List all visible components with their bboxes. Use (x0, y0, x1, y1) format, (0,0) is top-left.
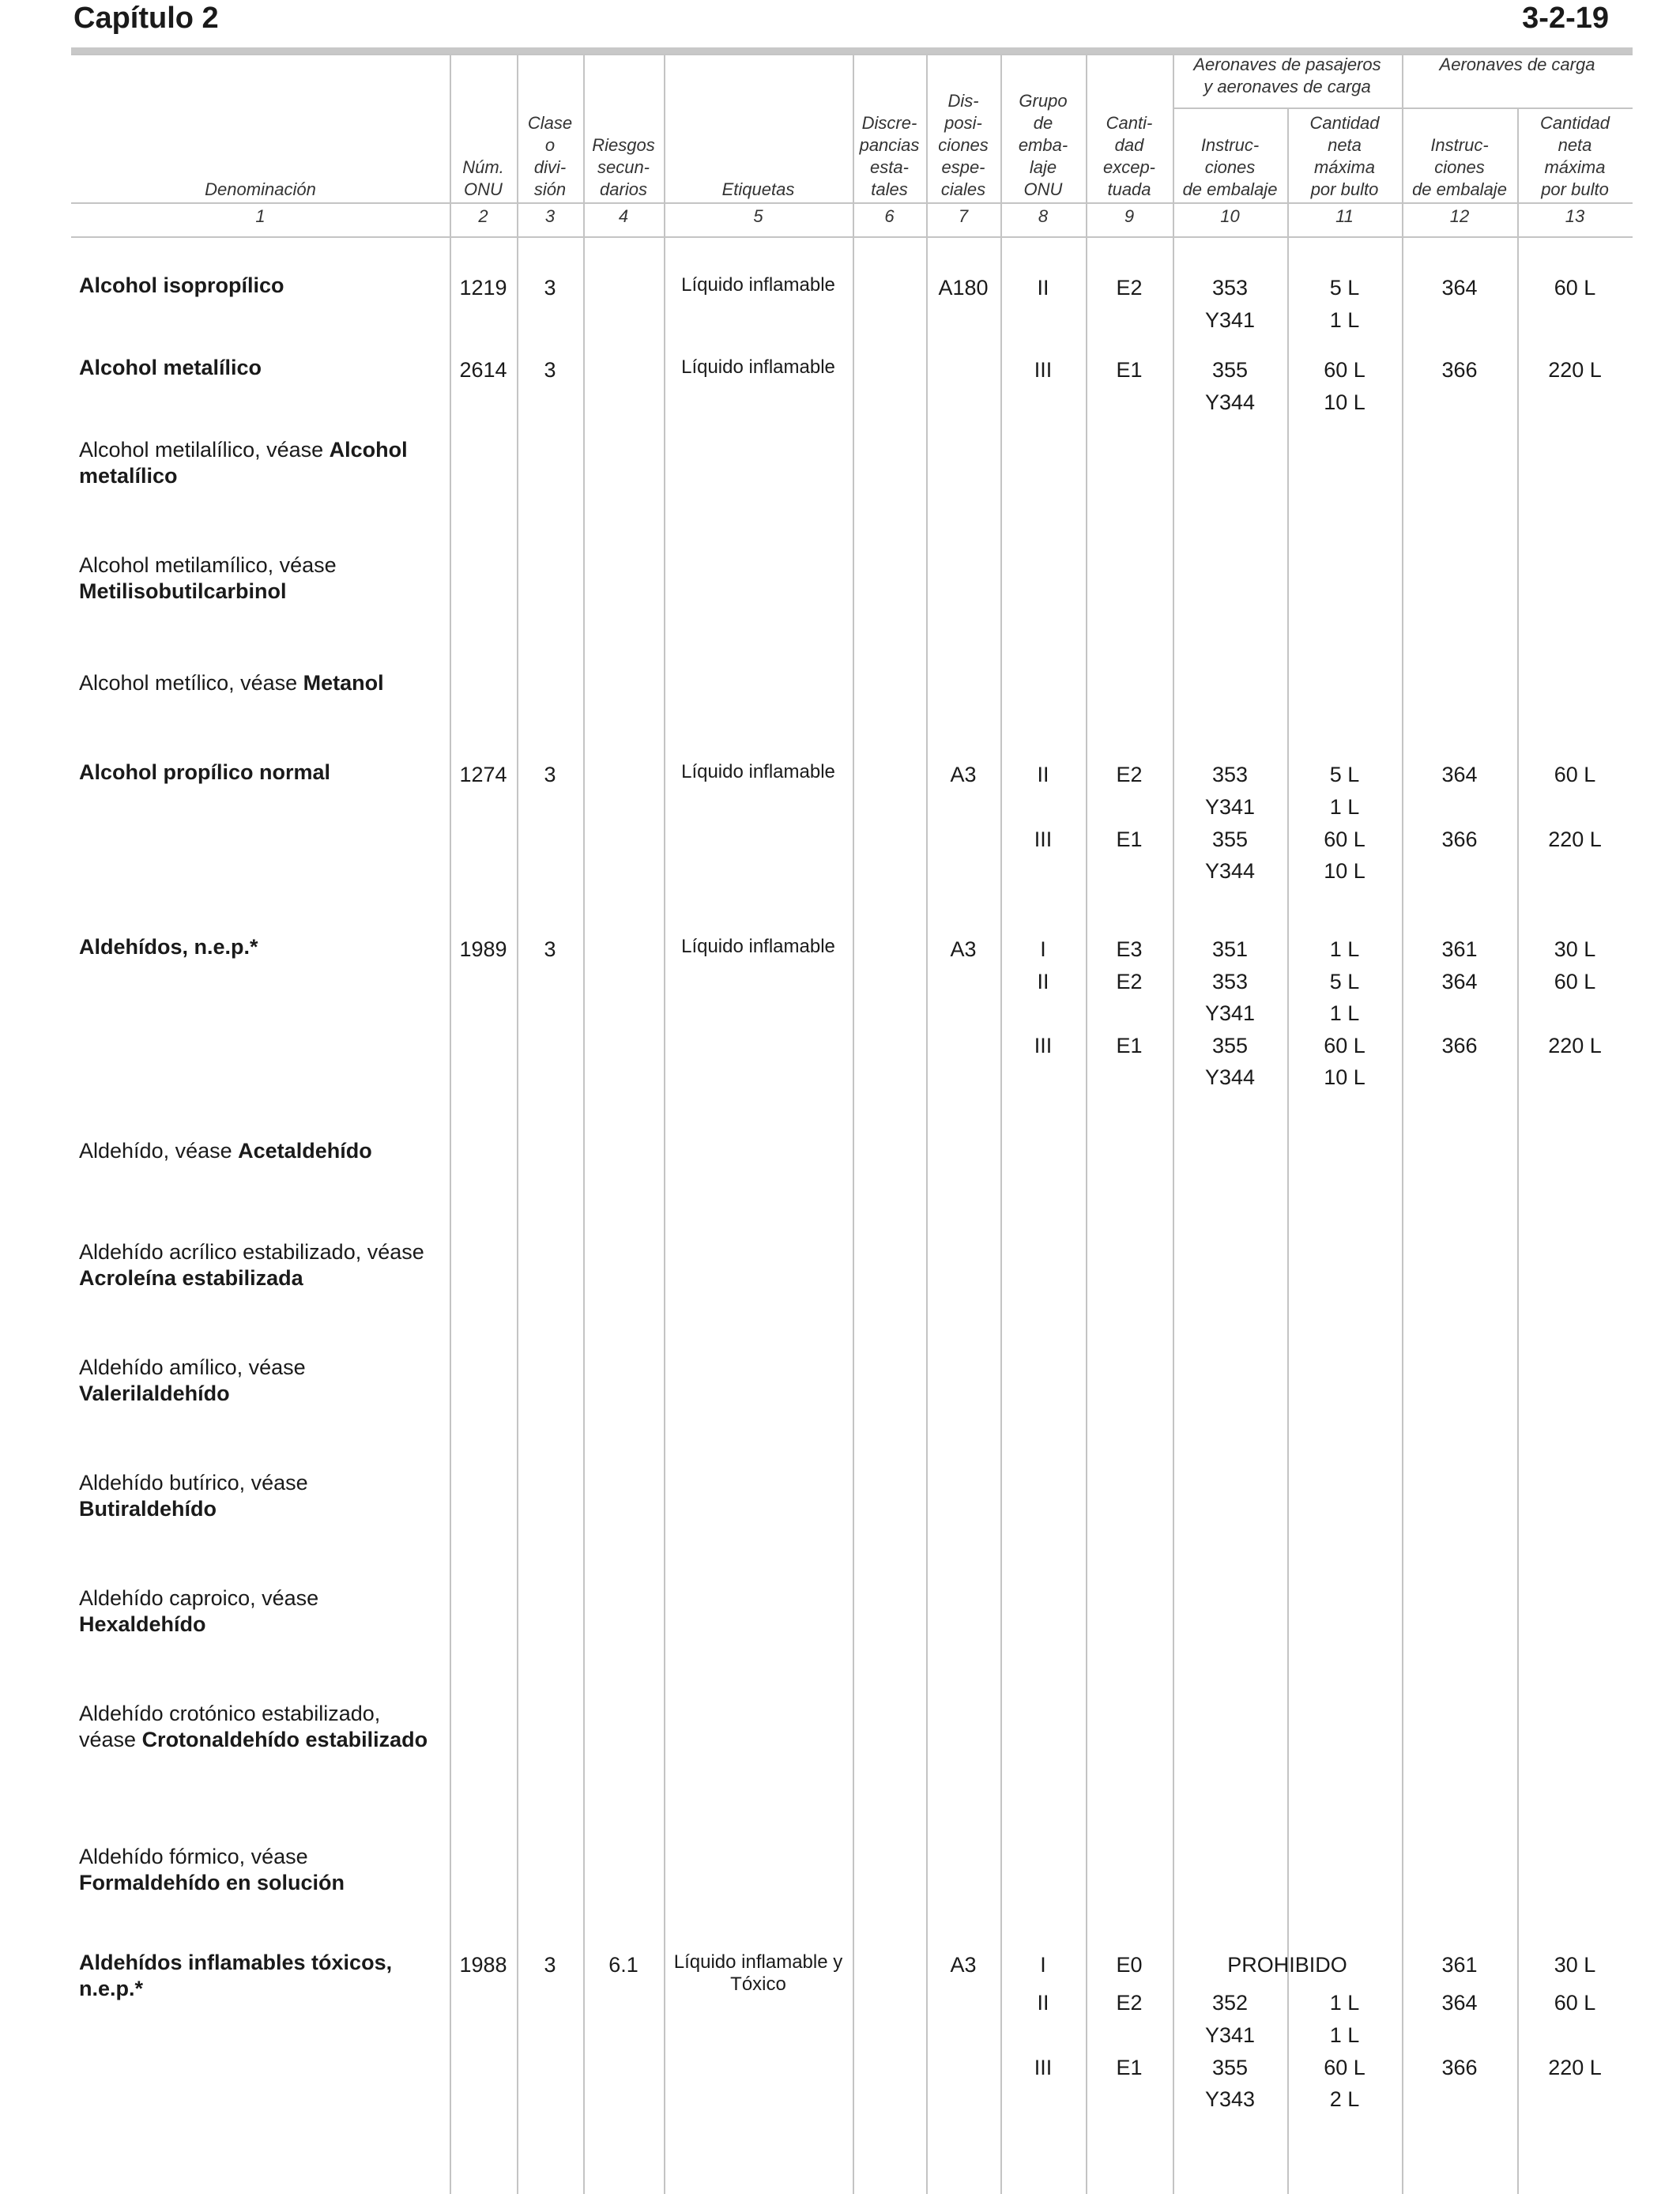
pax-packing-instruction: 355 (1211, 1034, 1249, 1057)
special-provisions: A180 (938, 276, 989, 300)
pax-max-quantity: 1 L (1329, 795, 1360, 819)
header-line: de (1033, 113, 1053, 133)
header-line: o (544, 135, 556, 155)
pax-packing-instruction: 353 (1211, 276, 1249, 300)
header-col7 (926, 55, 1000, 201)
header-line: esta- (870, 157, 909, 177)
column-divider (1517, 107, 1519, 2194)
column-divider (1287, 107, 1289, 2194)
column-number: 4 (618, 206, 629, 226)
header-line: ONU (1023, 179, 1063, 199)
header-col12 (1402, 111, 1517, 201)
header-line: y aeronaves de carga (1203, 77, 1371, 96)
pax-packing-instruction: 353 (1211, 970, 1249, 993)
header-line: por bulto (1310, 179, 1379, 199)
header-col9 (1086, 55, 1173, 201)
name-plain: Aldehído fórmico, véase (79, 1845, 308, 1868)
column-divider (664, 54, 665, 2194)
header-col13 (1517, 111, 1633, 201)
header-line: ciones (1204, 157, 1256, 177)
header-col3 (517, 55, 583, 201)
pax-packing-instruction: 351 (1211, 937, 1249, 961)
header-line: tuada (1107, 179, 1151, 199)
header-line: laje (1029, 157, 1057, 177)
cao-max-quantity: 60 L (1554, 1991, 1596, 2015)
cao-packing-instruction: 364 (1441, 763, 1478, 786)
name-bold: Crotonaldehído estabilizado (141, 1728, 428, 1751)
header-line: espe- (941, 157, 985, 177)
substance-name (79, 1239, 443, 1291)
header-line: Denominación (205, 179, 316, 199)
column-number: 3 (544, 206, 556, 226)
special-provisions: A3 (950, 763, 977, 786)
substance-name (79, 355, 443, 381)
name-bold: Alcohol isopropílico (79, 273, 284, 297)
hazard-label: Líquido inflamable (681, 761, 835, 782)
name-plain: Aldehído, véase (79, 1139, 239, 1163)
name-bold: Valerilaldehído (79, 1382, 230, 1405)
header-line: de embalaje (1412, 179, 1507, 199)
header-line: pancias (859, 135, 920, 155)
special-provisions: A3 (950, 937, 977, 961)
name-bold: Metanol (303, 671, 384, 695)
special-provisions: A3 (950, 1953, 977, 1977)
chapter-title: Capítulo 2 (73, 2, 219, 35)
header-line: secun- (597, 157, 650, 177)
header-line: ciones (1434, 157, 1485, 177)
cao-max-quantity: 220 L (1548, 1034, 1602, 1057)
header-line: Dis- (947, 91, 979, 111)
packing-group: II (1037, 970, 1049, 993)
header-line: neta (1558, 135, 1592, 155)
name-bold: Metilisobutilcarbinol (79, 579, 287, 603)
packing-group: I (1040, 937, 1046, 961)
packing-group: II (1037, 1991, 1049, 2015)
cao-max-quantity: 60 L (1554, 276, 1596, 300)
pax-max-quantity: 2 L (1329, 2087, 1360, 2111)
pax-max-quantity: 1 L (1329, 308, 1360, 332)
header-line: ONU (464, 179, 503, 199)
hazard-label: Líquido inflamable (681, 936, 835, 957)
un-number: 1989 (459, 937, 507, 961)
header-line: ciales (940, 179, 986, 199)
pax-max-quantity: 5 L (1329, 763, 1360, 786)
pax-max-quantity: 60 L (1324, 827, 1365, 851)
cao-max-quantity: 220 L (1548, 358, 1602, 382)
cao-packing-instruction: 366 (1441, 827, 1478, 851)
name-bold: Formaldehído en solución (79, 1871, 345, 1894)
excepted-quantity: E1 (1116, 358, 1143, 382)
substance-name (79, 934, 443, 960)
pax-max-quantity: 10 L (1324, 390, 1365, 414)
pax-packing-instruction: 355 (1211, 2056, 1249, 2079)
header-line: Canti- (1106, 113, 1153, 133)
packing-group: II (1037, 763, 1049, 786)
header-line: Instruc- (1430, 135, 1489, 155)
header-line: divi- (533, 157, 567, 177)
name-plain: Aldehído crotónico estabilizado, véase (79, 1702, 381, 1751)
pax-packing-instruction: 352 (1211, 1991, 1249, 2015)
header-line: sión (533, 179, 567, 199)
pax-max-quantity: 1 L (1329, 1001, 1360, 1025)
subsidiary-risk: 6.1 (608, 1953, 638, 1977)
name-bold: Alcohol metalílico (79, 438, 408, 488)
name-bold: Aldehídos, n.e.p.* (79, 935, 258, 959)
header-col10 (1173, 111, 1287, 201)
column-divider (583, 54, 585, 2194)
cao-packing-instruction: 364 (1441, 970, 1478, 993)
pax-packing-instruction: Y341 (1204, 1001, 1256, 1025)
prohibited-text: PROHIBIDO (1227, 1953, 1347, 1977)
column-number: 13 (1565, 206, 1585, 226)
pax-max-quantity: 60 L (1324, 358, 1365, 382)
cao-max-quantity: 60 L (1554, 970, 1596, 993)
substance-name (79, 1950, 443, 2002)
column-number: 2 (478, 206, 488, 226)
substance-name (79, 437, 443, 489)
substance-name (79, 760, 443, 786)
header-line: Riesgos (592, 135, 655, 155)
cao-packing-instruction: 366 (1441, 2056, 1478, 2079)
excepted-quantity: E1 (1116, 827, 1143, 851)
header-col1 (71, 55, 450, 201)
header-col8 (1000, 55, 1086, 201)
column-number: 11 (1335, 206, 1354, 226)
header-group-passenger (1173, 54, 1402, 98)
cao-packing-instruction: 361 (1441, 937, 1478, 961)
packing-group: III (1034, 827, 1053, 851)
column-number: 6 (884, 206, 895, 226)
substance-name (79, 1844, 443, 1896)
substance-name (79, 1470, 443, 1522)
cao-max-quantity: 30 L (1554, 937, 1596, 961)
packing-group: II (1037, 276, 1049, 300)
excepted-quantity: E3 (1116, 937, 1143, 961)
name-bold: Alcohol metalílico (79, 356, 262, 379)
excepted-quantity: E1 (1116, 1034, 1143, 1057)
header-line: excep- (1102, 157, 1156, 177)
cao-max-quantity: 60 L (1554, 763, 1596, 786)
header-line: máxima (1313, 157, 1375, 177)
pax-max-quantity: 10 L (1324, 1065, 1365, 1089)
name-plain: Alcohol metilalílico, véase (79, 438, 330, 462)
cao-max-quantity: 220 L (1548, 827, 1602, 851)
header-line: Núm. (462, 157, 504, 177)
header-line: emba- (1018, 135, 1068, 155)
packing-group: III (1034, 358, 1053, 382)
substance-name (79, 670, 443, 696)
page-number: 3-2-19 (1522, 2, 1609, 35)
pax-packing-instruction: Y344 (1204, 390, 1256, 414)
name-plain: Aldehído amílico, véase (79, 1355, 306, 1379)
cao-packing-instruction: 364 (1441, 1991, 1478, 2015)
excepted-quantity: E2 (1116, 970, 1143, 993)
pax-max-quantity: 1 L (1329, 1991, 1360, 2015)
class-division: 3 (544, 276, 556, 300)
rule-header-bottom (71, 202, 1633, 204)
column-number: 1 (255, 206, 266, 226)
header-line: neta (1328, 135, 1362, 155)
header-line: darios (600, 179, 647, 199)
column-number: 8 (1038, 206, 1049, 226)
un-number: 1274 (459, 763, 507, 786)
header-col5 (664, 55, 853, 201)
column-number: 12 (1449, 206, 1470, 226)
pax-packing-instruction: Y344 (1204, 1065, 1256, 1089)
header-line: Cantidad (1309, 113, 1380, 133)
cao-packing-instruction: 364 (1441, 276, 1478, 300)
pax-max-quantity: 60 L (1324, 2056, 1365, 2079)
header-line: máxima (1544, 157, 1606, 177)
name-plain: Alcohol metílico, véase (79, 671, 303, 695)
header-line: dad (1114, 135, 1144, 155)
pax-packing-instruction: 355 (1211, 827, 1249, 851)
header-col2 (450, 55, 517, 201)
packing-group: I (1040, 1953, 1046, 1977)
pax-max-quantity: 10 L (1324, 859, 1365, 883)
name-bold: Aldehídos inflamables tóxicos, n.e.p.* (79, 1951, 393, 2000)
cao-packing-instruction: 366 (1441, 358, 1478, 382)
pax-max-quantity: 5 L (1329, 970, 1360, 993)
pax-packing-instruction: Y341 (1204, 795, 1256, 819)
header-line: Aeronaves de pasajeros (1193, 55, 1381, 74)
header-line: por bulto (1541, 179, 1609, 199)
column-divider (926, 54, 928, 2194)
hazard-label: Líquido inflamable (681, 274, 835, 296)
class-division: 3 (544, 763, 556, 786)
name-plain: Aldehído acrílico estabilizado, véase (79, 1240, 424, 1264)
packing-group: III (1034, 1034, 1053, 1057)
name-plain: Aldehído caproico, véase (79, 1586, 319, 1610)
header-line: Cantidad (1539, 113, 1610, 133)
pax-max-quantity: 5 L (1329, 276, 1360, 300)
header-line: tales (871, 179, 908, 199)
packing-group: III (1034, 2056, 1053, 2079)
class-division: 3 (544, 937, 556, 961)
excepted-quantity: E2 (1116, 763, 1143, 786)
pax-max-quantity: 1 L (1329, 937, 1360, 961)
pax-packing-instruction: Y344 (1204, 859, 1256, 883)
cao-packing-instruction: 366 (1441, 1034, 1478, 1057)
pax-packing-instruction: Y343 (1204, 2087, 1256, 2111)
header-line: Discre- (861, 113, 917, 133)
cao-max-quantity: 30 L (1554, 1953, 1596, 1977)
pax-max-quantity: 1 L (1329, 2023, 1360, 2047)
pax-packing-instruction: Y341 (1204, 308, 1256, 332)
un-number: 1988 (459, 1953, 507, 1977)
rule-column-numbers (71, 236, 1633, 238)
header-group-cargo: Aeronaves de carga (1439, 55, 1595, 74)
pax-packing-instruction: Y341 (1204, 2023, 1256, 2047)
header-line: de embalaje (1182, 179, 1278, 199)
column-number: 5 (753, 206, 763, 226)
excepted-quantity: E2 (1116, 276, 1143, 300)
name-plain: Alcohol metilamílico, véase (79, 553, 337, 577)
name-plain: Aldehído butírico, véase (79, 1471, 308, 1495)
column-number: 7 (958, 206, 969, 226)
header-line: Grupo (1019, 91, 1068, 111)
header-line: Etiquetas (721, 179, 795, 199)
header-line: posi- (944, 113, 982, 133)
name-bold: Acroleína estabilizada (79, 1266, 303, 1290)
hazard-label: Líquido inflamable y Tóxico (673, 1951, 843, 1995)
excepted-quantity: E0 (1116, 1953, 1143, 1977)
pax-packing-instruction: 353 (1211, 763, 1249, 786)
class-division: 3 (544, 358, 556, 382)
header-col11 (1287, 111, 1402, 201)
column-number: 10 (1220, 206, 1240, 226)
un-number: 1219 (459, 276, 507, 300)
name-bold: Hexaldehído (79, 1612, 206, 1636)
un-number: 2614 (459, 358, 507, 382)
header-col6 (853, 55, 926, 201)
name-bold: Butiraldehído (79, 1497, 217, 1521)
name-bold: Acetaldehído (238, 1139, 372, 1163)
header-col4 (583, 55, 664, 201)
header-line: Clase (527, 113, 573, 133)
substance-name (79, 1585, 443, 1638)
substance-name (79, 1355, 443, 1407)
cao-packing-instruction: 361 (1441, 1953, 1478, 1977)
name-bold: Alcohol propílico normal (79, 760, 331, 784)
substance-name (79, 552, 443, 605)
excepted-quantity: E1 (1116, 2056, 1143, 2079)
header-line: Instruc- (1200, 135, 1260, 155)
column-number: 9 (1124, 206, 1135, 226)
header-line: ciones (938, 135, 989, 155)
substance-name (79, 273, 443, 299)
substance-name (79, 1701, 443, 1753)
column-divider (853, 54, 854, 2194)
hazard-label: Líquido inflamable (681, 356, 835, 378)
substance-name (79, 1138, 443, 1164)
pax-max-quantity: 60 L (1324, 1034, 1365, 1057)
class-division: 3 (544, 1953, 556, 1977)
pax-packing-instruction: 355 (1211, 358, 1249, 382)
excepted-quantity: E2 (1116, 1991, 1143, 2015)
cao-max-quantity: 220 L (1548, 2056, 1602, 2079)
